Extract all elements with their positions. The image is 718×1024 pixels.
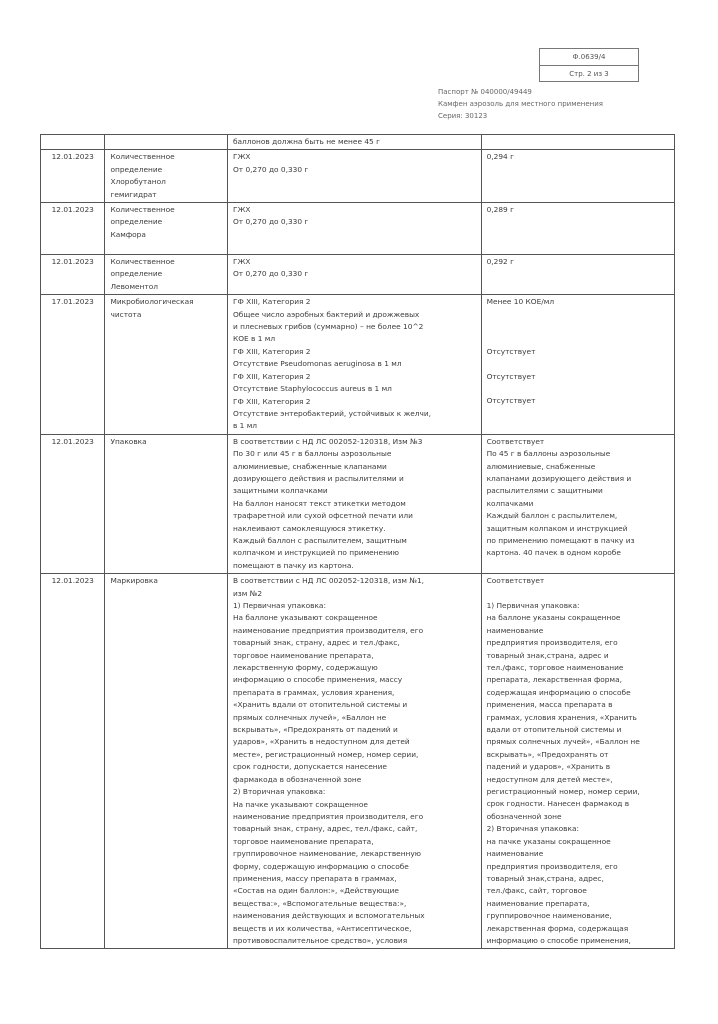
requirement-line: Отсутствие Staphylococcus aureus в 1 мл [232, 384, 392, 394]
indicator-cell [105, 255, 228, 295]
requirement-cell [227, 150, 481, 203]
requirement-line: дозирующего действия и распылителями и [232, 473, 404, 483]
requirement-line: ГЖХ [232, 205, 251, 215]
result-line: недоступном для детей месте», [486, 774, 613, 784]
result-line: на пачке указаны сокращенное [486, 836, 611, 846]
result-line: граммах, условия хранения, «Хранить [486, 712, 637, 722]
result-line: группировочное наименование, [486, 911, 612, 921]
requirement-line: ГФ XIII, Категория 2 [232, 371, 311, 381]
result-line: по применению помещают в пачку из [486, 535, 635, 545]
table-row [41, 434, 675, 573]
result-line: Отсутствует [486, 371, 536, 381]
requirement-cell [227, 434, 481, 573]
result-line: колпачками [486, 498, 534, 508]
indicator-line: определение [110, 164, 163, 174]
result-line: 1) Первичная упаковка: [486, 600, 580, 610]
indicator-cell [105, 203, 228, 255]
result-cell [481, 434, 674, 573]
indicator-line: Упаковка [110, 436, 147, 446]
requirement-line: защитными колпачками [232, 486, 328, 496]
date-cell: 12.01.2023 [41, 574, 105, 949]
requirement-line: препарата в граммах, условия хранения, [232, 687, 395, 697]
requirement-line: наименования действующих и вспомогательных [232, 911, 425, 921]
requirement-line: От 0,270 до 0,330 г [232, 164, 309, 174]
requirement-line: На пачке указывают сокращенное [232, 799, 368, 809]
result-line: 0,289 г [486, 205, 514, 215]
requirement-line: По 30 г или 45 г в баллоны аэрозольные [232, 449, 392, 459]
requirement-line: ГФ XIII, Категория 2 [232, 297, 311, 307]
indicator-cell [105, 434, 228, 573]
result-cell [481, 135, 674, 150]
table-row-continuation [41, 135, 675, 150]
result-line: товарный знак,страна, адрес и [486, 650, 609, 660]
requirement-line: «Состав на один баллон:», «Действующие [232, 886, 399, 896]
date-cell: 12.01.2023 [41, 203, 105, 255]
result-line: распылителями с защитными [486, 486, 603, 496]
date-cell: 12.01.2023 [41, 434, 105, 573]
requirement-line: Общее число аэробных бактерий и дрожжевых [232, 309, 420, 319]
requirement-line: Отсутствие Pseudomonas aeruginosa в 1 мл [232, 359, 402, 369]
requirement-line: ГЖХ [232, 257, 251, 267]
requirement-line: торговое наименование препарата, [232, 836, 374, 846]
requirement-line: веществ и их количества, «Антисептическое, [232, 923, 412, 933]
requirement-line: товарный знак, страну, адрес и тел./факс, [232, 638, 400, 648]
requirement-line: в 1 мл [232, 421, 258, 431]
result-line: Менее 10 КОЕ/мл [486, 297, 555, 307]
date-cell: 17.01.2023 [41, 295, 105, 434]
result-line: вскрывать», «Предохранять от [486, 749, 609, 759]
requirement-line: Отсутствие энтеробактерий, устойчивых к желчи, [232, 408, 432, 418]
table-row [41, 295, 675, 434]
result-line: падений и ударов», «Хранить в [486, 762, 611, 772]
requirement-line: трафаретной или сухой офсетной печати или [232, 511, 413, 521]
passport-number: Паспорт № 040000/49449 [438, 88, 532, 96]
result-line: наименование [486, 849, 544, 859]
indicator-line: чистота [110, 309, 142, 319]
analysis-table [40, 134, 675, 949]
table-row [41, 255, 675, 295]
indicator-line: Количественное [110, 257, 175, 267]
result-line: на баллоне указаны сокращенное [486, 613, 621, 623]
requirement-line: товарный знак, страну, адрес, тел./факс, сайт, [232, 824, 418, 834]
requirement-line: наименование предприятия производителя, его [232, 625, 424, 635]
requirement-line: форму, содержащую информацию о способе [232, 861, 409, 871]
indicator-line: Камфора [110, 229, 146, 239]
result-line: алюминиевые, снабженные [486, 461, 596, 471]
result-line: Отсутствует [486, 346, 536, 356]
requirement-line: противовоспалительное средство», условия [232, 935, 408, 945]
date-cell [41, 135, 105, 150]
page-number: Стр. 2 из 3 [540, 65, 638, 82]
indicator-cell [105, 150, 228, 203]
date-cell: 12.01.2023 [41, 150, 105, 203]
result-line: обозначенной зоне [486, 811, 562, 821]
passport-product: Камфен аэрозоль для местного применения [438, 100, 604, 108]
requirement-line: баллонов должна быть не менее 45 г [232, 137, 380, 146]
requirement-line: На баллоне указывают сокращенное [232, 613, 378, 623]
result-line: прямых солнечных лучей», «Баллон не [486, 737, 640, 747]
result-line: применения, масса препарата в [486, 700, 613, 710]
requirement-line: прямых солнечных лучей», «Баллон не [232, 712, 387, 722]
requirement-line: наклеивают самоклеящуюся этикетку. [232, 523, 386, 533]
passport-header [438, 86, 603, 122]
requirement-line: На баллон наносят текст этикетки методом [232, 498, 406, 508]
result-cell [481, 150, 674, 203]
requirement-line: наименование предприятия производителя, его [232, 811, 424, 821]
result-line: По 45 г в баллоны аэрозольные [486, 449, 611, 459]
indicator-cell [105, 295, 228, 434]
table-row [41, 150, 675, 203]
requirement-line: месте», регистрационный номер, номер серии, [232, 749, 419, 759]
requirement-line: ГЖХ [232, 152, 251, 162]
result-line: наименование препарата, [486, 898, 590, 908]
requirement-cell [227, 135, 481, 150]
indicator-line: гемигидрат [110, 189, 157, 199]
result-line: товарный знак,страна, адрес, [486, 873, 604, 883]
form-code-box [539, 48, 639, 82]
date-cell: 12.01.2023 [41, 255, 105, 295]
indicator-line: Левоментол [110, 281, 158, 291]
result-line: срок годности. Нанесен фармакод в [486, 799, 630, 809]
table-row [41, 203, 675, 255]
requirement-line: торговое наименование препарата, [232, 650, 374, 660]
indicator-line: Количественное [110, 152, 175, 162]
requirement-line: вскрывать», «Предохранять от падений и [232, 725, 398, 735]
result-line: клапанами дозирующего действия и [486, 473, 632, 483]
requirement-line: помещают в пачку из картона. [232, 560, 354, 570]
result-line: лекарственная форма, содержащая [486, 923, 629, 933]
result-line: наименование [486, 625, 544, 635]
indicator-line: Хлоробутанол [110, 177, 166, 187]
requirement-line: 2) Вторичная упаковка: [232, 787, 326, 797]
requirement-line: фармакода в обозначенной зоне [232, 774, 362, 784]
indicator-line: Маркировка [110, 576, 158, 586]
result-line: Соответствует [486, 576, 545, 586]
requirement-line: срок годности, допускается нанесение [232, 762, 387, 772]
requirement-cell [227, 295, 481, 434]
requirement-line: применения, массу препарата в граммах, [232, 873, 397, 883]
requirement-line: лекарственную форму, содержащую [232, 663, 378, 673]
result-line: тел./факс, сайт, торговое [486, 886, 587, 896]
passport-series: Серия: 30123 [438, 112, 488, 120]
requirement-line: КОЕ в 1 мл [232, 334, 276, 344]
indicator-line: определение [110, 217, 163, 227]
result-line: предприятия производителя, его [486, 638, 618, 648]
requirement-line: колпачком и инструкцией по применению [232, 548, 399, 558]
indicator-line: определение [110, 269, 163, 279]
form-code: Ф.0639/4 [572, 53, 606, 61]
requirement-line: ГФ XIII, Категория 2 [232, 346, 311, 356]
result-line: Каждый баллон с распылителем, [486, 511, 618, 521]
requirement-cell [227, 203, 481, 255]
indicator-line: Микробиологическая [110, 297, 194, 307]
requirement-line: Каждый баллон с распылителем, защитным [232, 535, 407, 545]
requirement-line: ударов», «Хранить в недоступном для детей [232, 737, 410, 747]
requirement-line: «Хранить вдали от отопительной системы и [232, 700, 408, 710]
indicator-line: Количественное [110, 205, 175, 215]
result-line: регистрационный номер, номер серии, [486, 787, 640, 797]
requirement-line: ГФ XIII, Категория 2 [232, 396, 311, 406]
requirement-line: и плесневых грибов (суммарно) – не более 10^2 [232, 322, 424, 332]
requirement-line: В соответствии с НД ЛС 002052-120318, Изм №3 [232, 436, 423, 446]
result-cell [481, 203, 674, 255]
result-line: Соответствует [486, 436, 545, 446]
requirement-line: изм №2 [232, 588, 263, 598]
requirement-cell [227, 255, 481, 295]
requirement-line: От 0,270 до 0,330 г [232, 217, 309, 227]
requirement-line: группировочное наименование, лекарственную [232, 849, 421, 859]
result-line: 0,292 г [486, 257, 514, 267]
result-line: предприятия производителя, его [486, 861, 618, 871]
requirement-line: вещества:», «Вспомогательные вещества:», [232, 898, 407, 908]
result-cell [481, 295, 674, 434]
result-line: препарата, лекарственная форма, [486, 675, 622, 685]
requirement-cell [227, 574, 481, 949]
result-line: 2) Вторичная упаковка: [486, 824, 579, 834]
result-line: 0,294 г [486, 152, 514, 162]
result-line: тел./факс, торговое наименование [486, 663, 624, 673]
indicator-cell [105, 135, 228, 150]
result-line: вдали от отопительной системы и [486, 725, 622, 735]
result-line: информацию о способе применения, [486, 935, 631, 945]
result-cell [481, 255, 674, 295]
result-line: Отсутствует [486, 396, 536, 406]
result-line: защитным колпаком и инструкцией [486, 523, 628, 533]
requirement-line: В соответствии с НД ЛС 002052-120318, изм №1, [232, 576, 425, 586]
requirement-line: информацию о способе применения, массу [232, 675, 403, 685]
requirement-line: 1) Первичная упаковка: [232, 601, 326, 610]
requirement-line: От 0,270 до 0,330 г [232, 269, 309, 279]
requirement-line: алюминиевые, снабженные клапанами [232, 461, 387, 471]
result-line: картона. 40 пачек в одном коробе [486, 548, 621, 558]
result-line: содержащая информацию о способе [486, 687, 631, 697]
table-row [41, 574, 675, 949]
indicator-cell [105, 574, 228, 949]
result-cell [481, 574, 674, 949]
